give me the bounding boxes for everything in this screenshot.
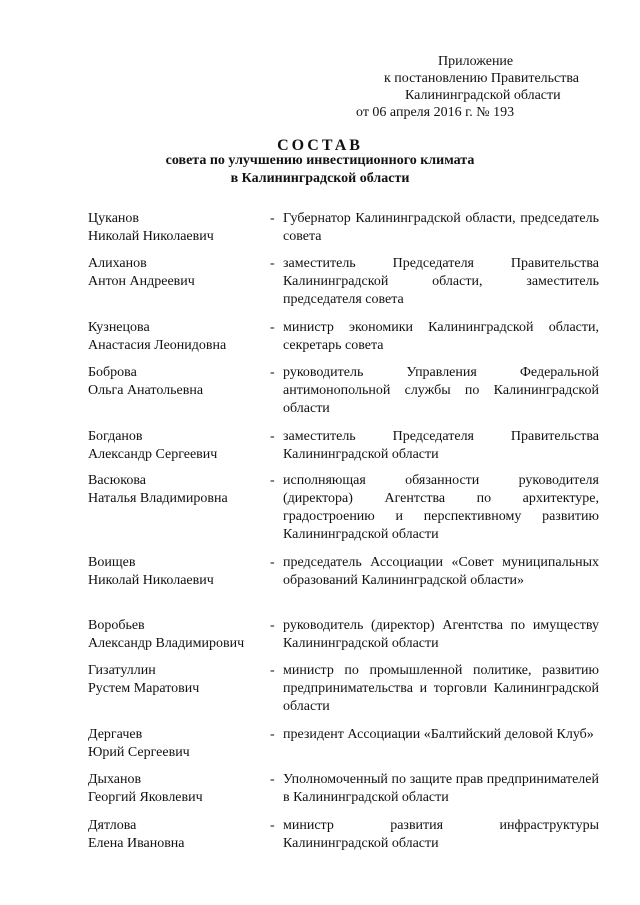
member-surname: Богданов xyxy=(88,429,143,444)
member-given-names: Александр Сергеевич xyxy=(88,447,218,462)
member-surname: Дятлова xyxy=(88,818,137,833)
member-surname: Кузнецова xyxy=(88,320,150,335)
member-given-names: Николай Николаевич xyxy=(88,573,214,588)
document-subtitle-line1: совета по улучшению инвестиционного климата xyxy=(165,153,475,168)
member-position: министр по промышленной политике, развитию предпринимательства и торговли Калининградской области xyxy=(283,663,599,714)
member-name xyxy=(88,472,268,508)
member-given-names: Антон Андреевич xyxy=(88,274,195,289)
member-name xyxy=(88,617,268,653)
appendix-title: Приложение xyxy=(438,54,514,69)
member-name xyxy=(88,364,268,400)
separator-dash: - xyxy=(270,772,275,787)
member-name xyxy=(88,726,268,762)
separator-dash: - xyxy=(270,663,275,678)
member-name xyxy=(88,255,268,291)
separator-dash: - xyxy=(270,473,275,488)
member-position: руководитель (директор) Агентства по имуществу Калининградской области xyxy=(283,618,599,651)
member-surname: Дыханов xyxy=(88,772,142,787)
member-name xyxy=(88,817,268,853)
member-name xyxy=(88,428,268,464)
appendix-region: Калининградской области xyxy=(405,88,561,103)
member-given-names: Александр Владимирович xyxy=(88,636,245,651)
member-name xyxy=(88,771,268,807)
member-given-names: Наталья Владимировна xyxy=(88,491,228,506)
member-surname: Воищев xyxy=(88,555,136,570)
member-given-names: Анастасия Леонидовна xyxy=(88,338,227,353)
member-position: Уполномоченный по защите прав предпринимателей в Калининградской области xyxy=(283,772,599,805)
document-subtitle-line2: в Калининградской области xyxy=(230,171,410,186)
member-position: заместитель Председателя Правительства Калининградской области, заместитель председателя совета xyxy=(283,256,599,307)
member-name xyxy=(88,210,268,246)
separator-dash: - xyxy=(270,555,275,570)
separator-dash: - xyxy=(270,618,275,633)
member-position: заместитель Председателя Правительства Калининградской области xyxy=(283,429,599,462)
appendix-date-number: от 06 апреля 2016 г. № 193 xyxy=(356,105,515,120)
member-position: председатель Ассоциации «Совет муниципальных образований Калининградской области» xyxy=(283,555,599,588)
separator-dash: - xyxy=(270,365,275,380)
member-position: Губернатор Калининградской области, председатель совета xyxy=(283,211,599,244)
member-surname: Цуканов xyxy=(88,211,140,226)
separator-dash: - xyxy=(270,256,275,271)
separator-dash: - xyxy=(270,211,275,226)
member-surname: Алиханов xyxy=(88,256,147,271)
document-title: СОСТАВ xyxy=(277,137,363,154)
member-given-names: Юрий Сергеевич xyxy=(88,745,190,760)
member-position: президент Ассоциации «Балтийский деловой Клуб» xyxy=(283,727,594,742)
member-given-names: Елена Ивановна xyxy=(88,836,185,851)
member-given-names: Ольга Анатольевна xyxy=(88,383,204,398)
separator-dash: - xyxy=(270,320,275,335)
member-position: министр развития инфраструктуры Калининградской области xyxy=(283,818,599,851)
member-name xyxy=(88,554,268,590)
member-surname: Воробьев xyxy=(88,618,145,633)
member-surname: Боброва xyxy=(88,365,137,380)
member-surname: Васюкова xyxy=(88,473,146,488)
member-position: руководитель Управления Федеральной антимонопольной службы по Калининградской области xyxy=(283,365,599,416)
member-surname: Дергачев xyxy=(88,727,143,742)
member-given-names: Рустем Маратович xyxy=(88,681,200,696)
member-given-names: Николай Николаевич xyxy=(88,229,214,244)
member-position: исполняющая обязанности руководителя (директора) Агентства по архитектуре, градостроению и перспективному развитию Калининградской области xyxy=(283,473,599,542)
member-surname: Гизатуллин xyxy=(88,663,156,678)
member-position: министр экономики Калининградской области, секретарь совета xyxy=(283,320,599,353)
member-given-names: Георгий Яковлевич xyxy=(88,790,203,805)
member-name xyxy=(88,662,268,698)
separator-dash: - xyxy=(270,727,275,742)
separator-dash: - xyxy=(270,429,275,444)
separator-dash: - xyxy=(270,818,275,833)
appendix-decree: к постановлению Правительства xyxy=(384,71,580,86)
member-name xyxy=(88,319,268,355)
